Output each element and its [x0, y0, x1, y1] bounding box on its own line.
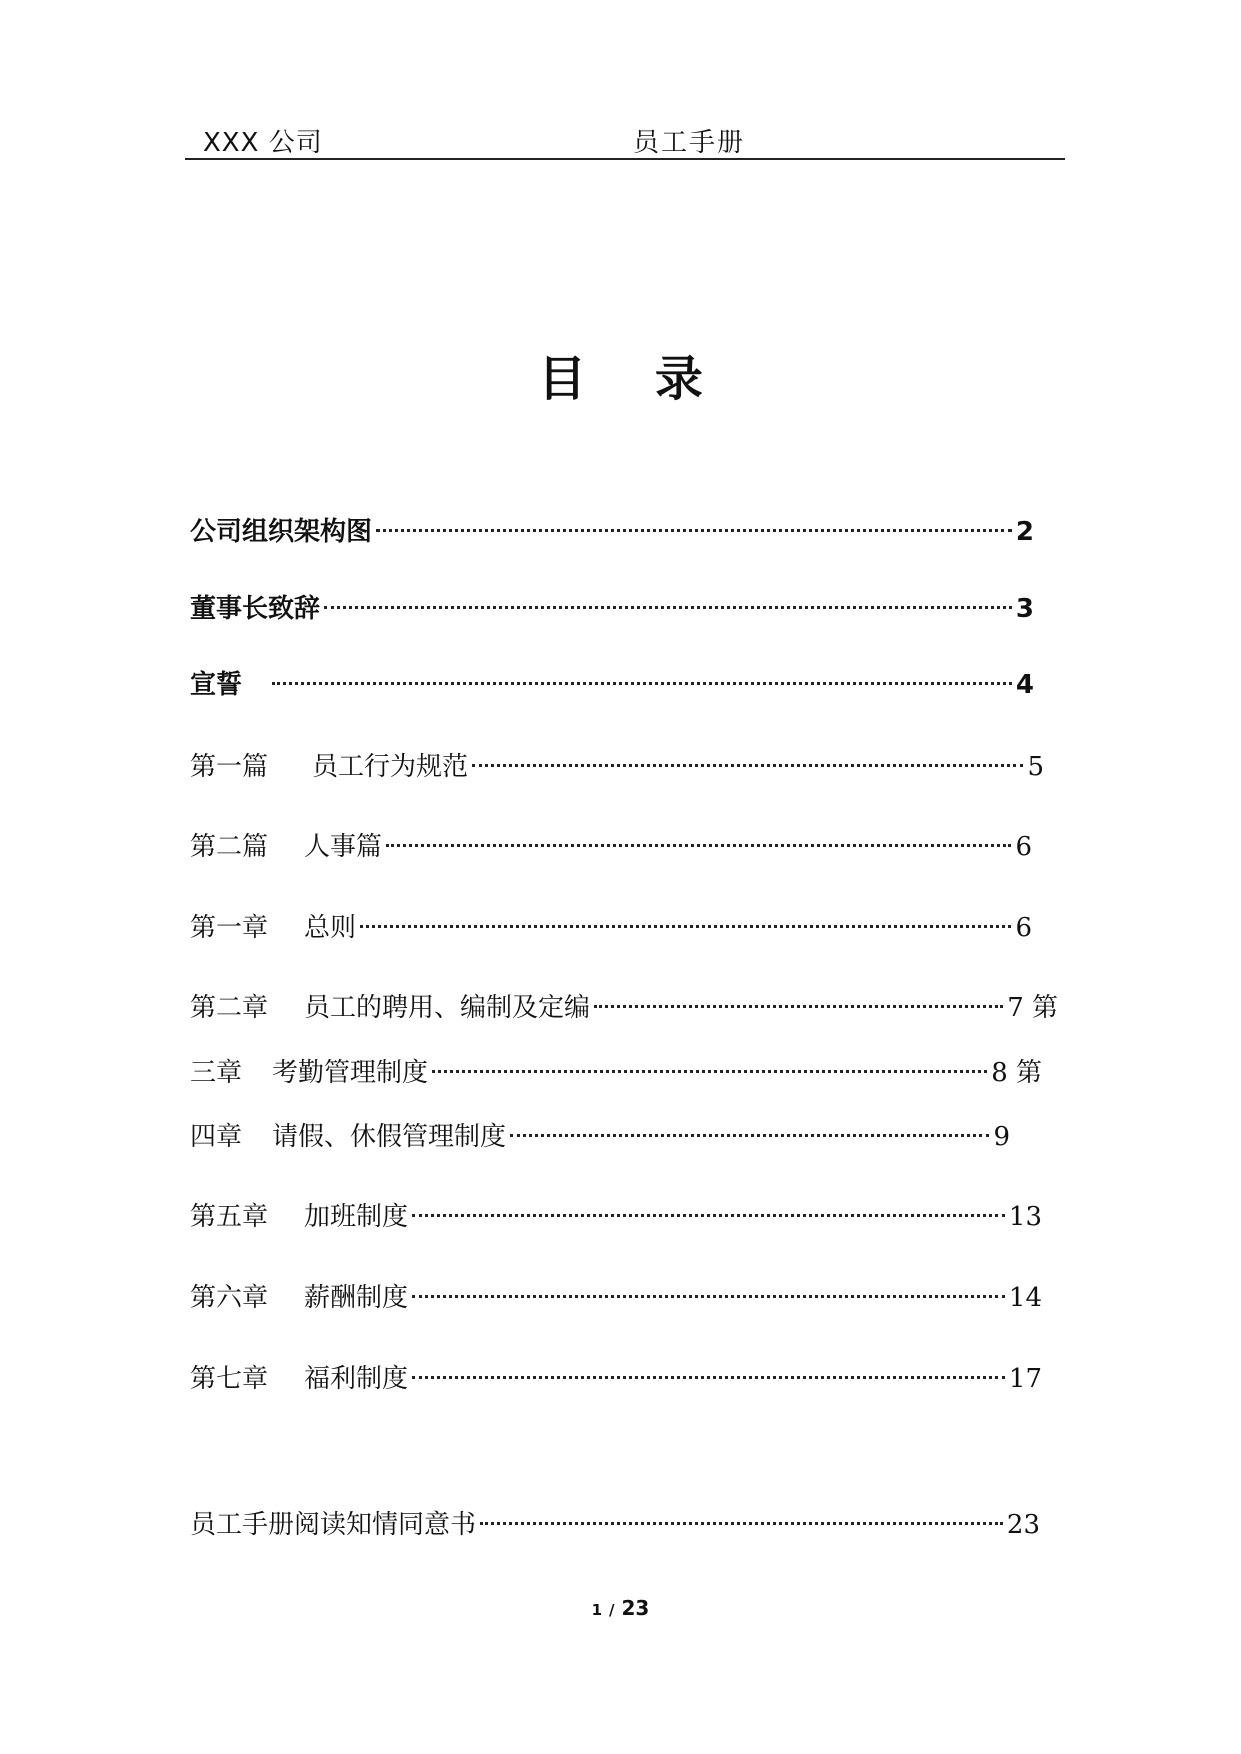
toc-leader-dots	[376, 529, 1012, 532]
toc-entry-page: 17	[1008, 1364, 1042, 1394]
toc-leader-dots	[386, 844, 1011, 847]
current-page-number: 1	[591, 1601, 603, 1619]
toc-entry[interactable]	[190, 911, 1032, 945]
toc-entry-prefix: 第一篇	[190, 752, 269, 782]
toc-entry-label: 总则	[304, 913, 357, 943]
page-number-footer	[0, 1596, 1241, 1620]
toc-entry-page: 5	[1027, 752, 1044, 782]
toc-entry-page: 13	[1008, 1202, 1042, 1232]
toc-entry-prefix: 第六章	[190, 1283, 269, 1313]
toc-entry[interactable]	[190, 1200, 1042, 1234]
toc-entry-page: 9	[993, 1122, 1010, 1152]
toc-entry-prefix: 三章	[190, 1058, 243, 1088]
toc-leader-dots	[510, 1134, 989, 1137]
toc-entry-prefix: 第一章	[190, 913, 269, 943]
toc-leader-dots	[412, 1214, 1005, 1217]
toc-entry-label: 薪酬制度	[304, 1283, 409, 1313]
toc-entry-label: 员工手册阅读知情同意书	[190, 1510, 477, 1540]
toc-entry-page: 6	[1015, 913, 1032, 943]
toc-entry-prefix: 第五章	[190, 1202, 269, 1232]
toc-entry-prefix: 第二篇	[190, 832, 269, 862]
toc-entry[interactable]	[190, 991, 1058, 1025]
toc-leader-dots	[412, 1376, 1005, 1379]
toc-leader-dots	[594, 1005, 1003, 1008]
toc-entry[interactable]	[190, 1508, 1040, 1542]
toc-entry-label: 董事长致辞	[190, 594, 321, 624]
toc-entry[interactable]	[190, 750, 1044, 784]
toc-entry-page: 2	[1015, 517, 1034, 547]
toc-entry[interactable]	[190, 830, 1032, 864]
toc-entry[interactable]	[190, 1056, 1042, 1090]
toc-leader-dots	[432, 1070, 987, 1073]
toc-entry-label: 宣誓	[190, 670, 243, 700]
toc-leader-dots	[480, 1522, 1003, 1525]
toc-entry-page: 3	[1015, 594, 1034, 624]
toc-entry-label: 加班制度	[304, 1202, 409, 1232]
toc-entry-label: 公司组织架构图	[190, 517, 373, 547]
toc-entry-prefix: 四章	[190, 1122, 243, 1152]
toc-entry-page: 7 第	[1007, 993, 1058, 1023]
toc-entry[interactable]	[190, 1281, 1042, 1315]
toc-entry[interactable]	[190, 515, 1034, 549]
toc-entry-label: 人事篇	[304, 832, 383, 862]
toc-leader-dots	[412, 1295, 1005, 1298]
toc-entry-page: 8 第	[991, 1058, 1042, 1088]
toc-leader-dots	[360, 925, 1011, 928]
toc-leader-dots	[472, 764, 1023, 767]
toc-entry-label: 考勤管理制度	[272, 1058, 429, 1088]
toc-entry-page: 14	[1008, 1283, 1042, 1313]
toc-entry[interactable]	[190, 668, 1034, 702]
toc-entry-page: 6	[1015, 832, 1032, 862]
toc-entry-prefix: 第七章	[190, 1364, 269, 1394]
toc-entry-page: 4	[1015, 670, 1034, 700]
toc-entry-prefix: 第二章	[190, 993, 269, 1023]
page-number-separator: /	[609, 1601, 615, 1619]
toc-entry-page: 23	[1006, 1510, 1040, 1540]
page-header	[185, 118, 1065, 160]
toc-entry[interactable]	[190, 1362, 1042, 1396]
toc-leader-dots	[272, 682, 1012, 685]
total-pages-number: 23	[621, 1596, 650, 1620]
toc-entry-label: 请假、休假管理制度	[272, 1122, 507, 1152]
toc-entry[interactable]	[190, 592, 1034, 626]
toc-entry-label: 员工行为规范	[312, 752, 469, 782]
toc-leader-dots	[324, 606, 1012, 609]
toc-entry-label: 员工的聘用、编制及定编	[304, 993, 591, 1023]
header-company-name: XXX 公司	[203, 128, 323, 158]
toc-entry[interactable]	[190, 1120, 1010, 1154]
toc-entry-label: 福利制度	[304, 1364, 409, 1394]
header-document-title: 员工手册	[633, 128, 746, 158]
toc-title: 目 录	[538, 351, 729, 407]
